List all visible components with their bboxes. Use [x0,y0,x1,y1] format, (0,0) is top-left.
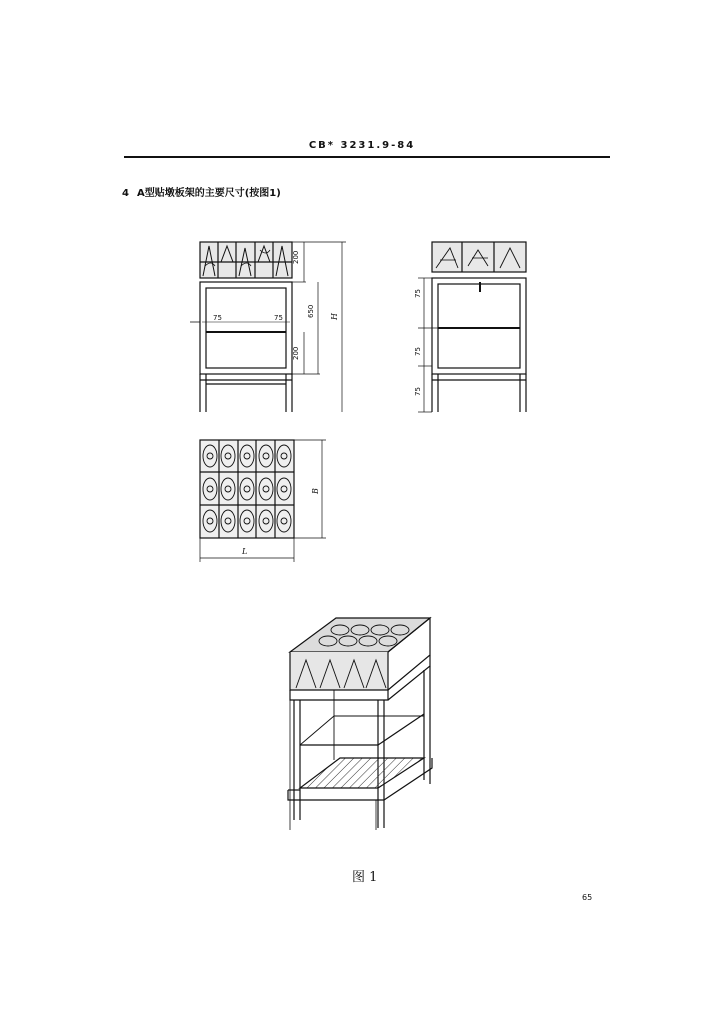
section-number: 4 [122,188,129,199]
standard-code: CB* 3231.9-84 [308,140,416,151]
side-view [418,242,526,412]
front-span-left: 75 [213,314,222,322]
plan-dim-width: B [311,488,320,494]
side-blocks [432,242,526,272]
front-span-right: 75 [274,314,283,322]
front-blocks [200,242,292,278]
front-dim-top: 200 [292,250,300,264]
figure-caption: 图 1 [352,870,378,885]
front-frame [190,282,292,412]
section-title: A型贴墩板架的主要尺寸(按图1) [136,188,281,199]
plan-dim-length: L [242,547,248,556]
front-dimension-lines [292,242,346,412]
front-dim-total: H [330,313,339,320]
plan-view [200,440,326,562]
side-dim-2: 75 [414,347,422,356]
front-dim-mid: 650 [307,304,315,318]
side-dim-3: 75 [414,387,422,396]
isometric-view [288,618,432,830]
side-dim-1: 75 [414,289,422,298]
side-frame [432,278,526,412]
iso-top-blocks [290,618,430,690]
front-dim-low: 200 [292,346,300,360]
front-view [190,242,346,412]
page-number: 65 [582,893,593,902]
